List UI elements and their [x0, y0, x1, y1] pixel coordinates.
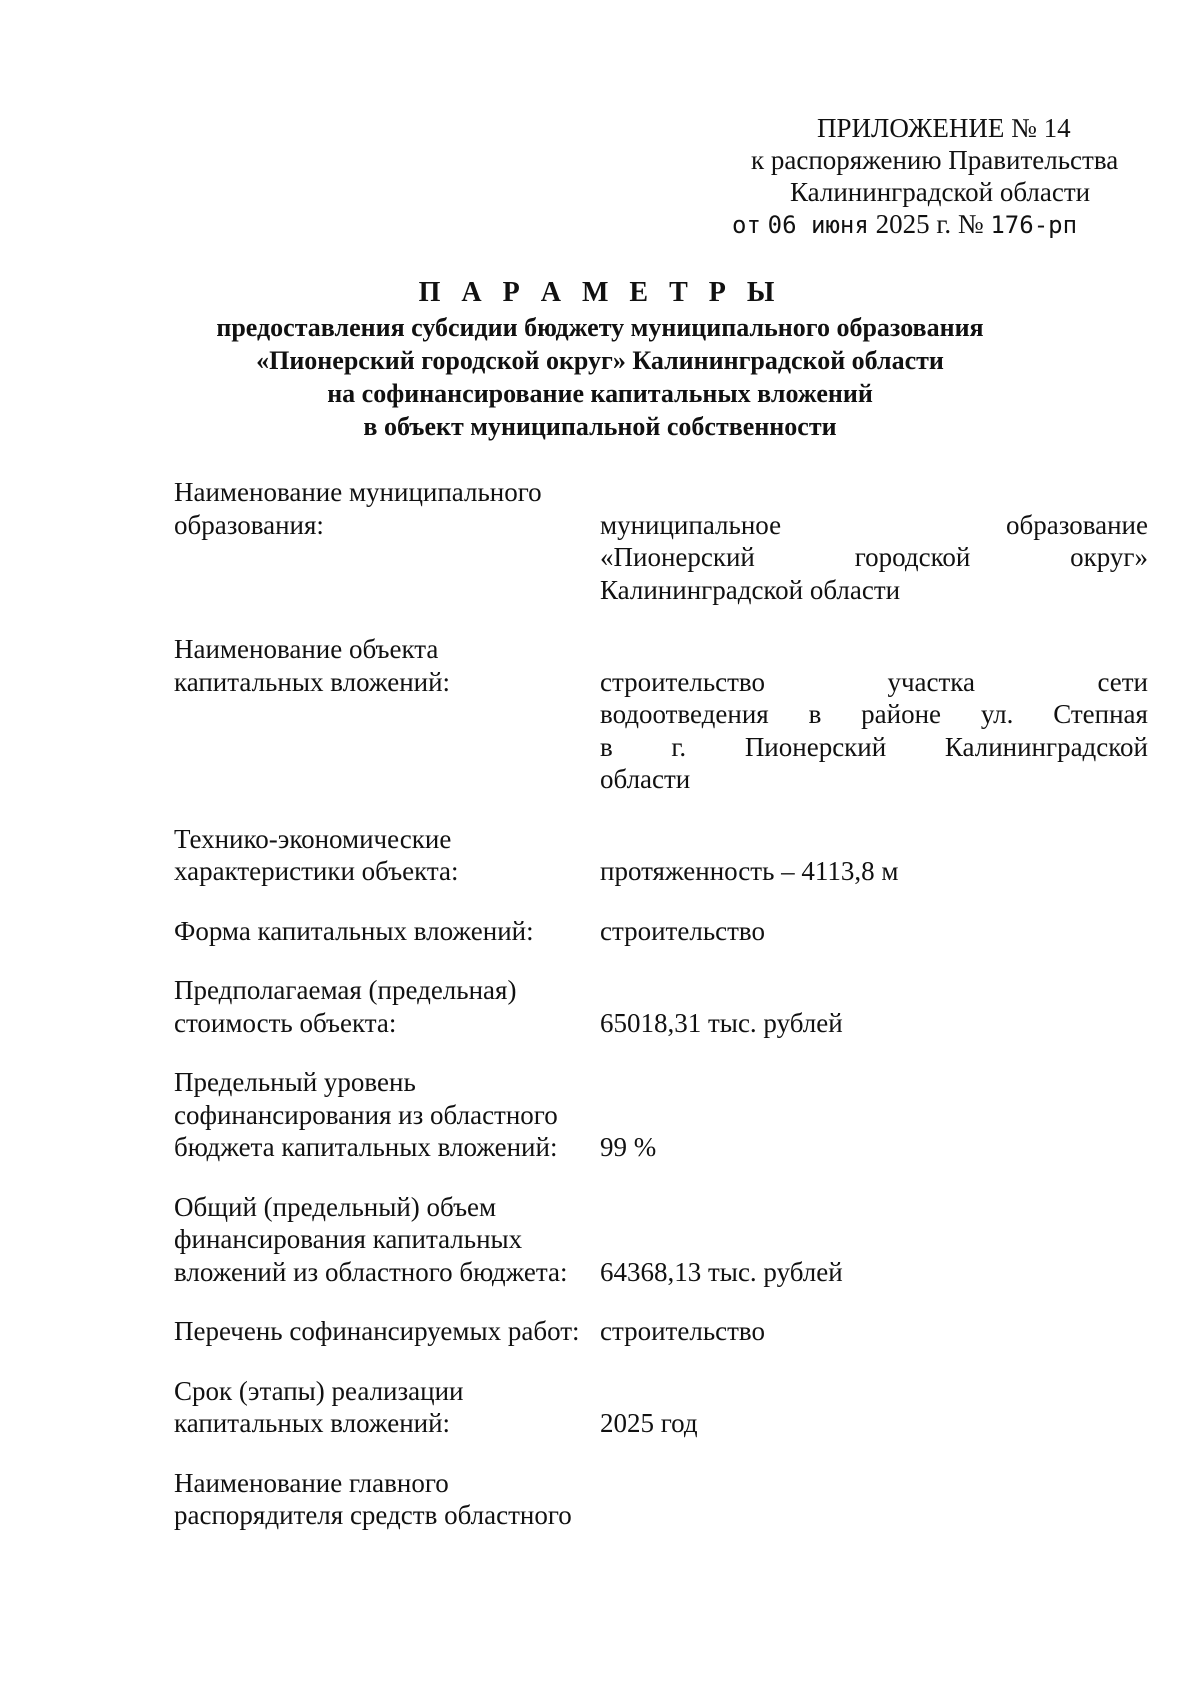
parameter-label-line: Технико-экономические: [174, 823, 452, 854]
parameter-label-line: распорядителя средств областного: [174, 1500, 572, 1530]
parameter-label-line: образования:: [174, 509, 324, 540]
parameter-row: [174, 974, 1148, 1039]
appendix-order-reference: к распоряжению Правительства: [751, 145, 1119, 175]
parameter-value-line: [600, 574, 1148, 607]
parameter-value-word: сети: [1097, 666, 1148, 697]
parameter-value-word: Пионерский: [744, 731, 887, 762]
parameter-label-line: вложений из областного бюджета:: [174, 1256, 568, 1287]
title-line: «Пионерский городской округ» Калининградской области: [256, 346, 944, 375]
parameter-value-line: [600, 1315, 1148, 1348]
title-line: в объект муниципальной собственности: [363, 412, 837, 441]
parameter-value-word: в: [808, 699, 822, 729]
parameter-value-word: 99 %: [600, 1132, 657, 1162]
parameter-value-word: округ»: [1070, 542, 1148, 572]
parameter-label-line: Наименование муниципального: [174, 477, 542, 507]
parameter-value-word: ул.: [980, 699, 1014, 729]
parameter-value-line: [600, 509, 1148, 542]
parameter-value-word: водоотведения: [600, 699, 769, 729]
parameter-value-line: [600, 855, 1148, 888]
parameter-label: [174, 1066, 600, 1164]
parameter-value-word: участка: [887, 666, 975, 697]
parameter-value-word: строительство: [600, 1316, 765, 1346]
parameter-value-line: [600, 763, 1148, 796]
title-line: предоставления субсидии бюджету муниципального образования: [216, 313, 984, 342]
parameter-value: [600, 1375, 1148, 1440]
parameter-label-line: капитальных вложений:: [174, 1408, 451, 1438]
parameter-label-line: Срок (этапы) реализации: [174, 1375, 464, 1406]
parameter-value-line: [600, 698, 1148, 731]
parameter-label-line: софинансирования из областного: [174, 1099, 558, 1130]
parameter-value-word: г.: [671, 731, 687, 762]
parameter-row: [174, 1375, 1148, 1440]
parameter-label-line: капитальных вложений:: [174, 666, 451, 697]
date-day-month: 06 июня: [767, 211, 869, 239]
appendix-number: ПРИЛОЖЕНИЕ № 14: [817, 113, 1071, 143]
parameter-row: [174, 476, 1148, 606]
parameter-value: [600, 823, 1148, 888]
parameter-value-word: строительство: [600, 666, 765, 697]
parameter-value-word: 2025 год: [600, 1408, 698, 1438]
parameter-value: [600, 633, 1148, 796]
order-number: 176-рп: [990, 211, 1078, 239]
parameter-value-word: 64368,13 тыс. рублей: [600, 1256, 843, 1287]
parameter-value-line: [600, 1407, 1148, 1440]
parameter-value: [600, 974, 1148, 1039]
parameter-value: [600, 1467, 1148, 1500]
parameter-value: [600, 1066, 1148, 1164]
parameter-row: [174, 1066, 1148, 1164]
parameter-row: [174, 1191, 1148, 1289]
title-line: на софинансирование капитальных вложений: [327, 379, 873, 408]
parameter-value-word: Степная: [1053, 699, 1148, 729]
parameter-label-line: Предельный уровень: [174, 1067, 416, 1097]
parameter-label: [174, 1375, 600, 1440]
parameter-label-line: финансирования капитальных: [174, 1224, 523, 1254]
parameter-label: [174, 823, 600, 888]
parameter-value-word: строительство: [600, 915, 765, 946]
document-title-block: [0, 276, 1200, 443]
parameter-value-word: образование: [1006, 509, 1148, 540]
date-prefix: от: [732, 211, 761, 239]
parameter-label-line: Форма капитальных вложений:: [174, 915, 534, 946]
parameter-row: [174, 633, 1148, 796]
parameter-label: [174, 974, 600, 1039]
parameter-label-line: стоимость объекта:: [174, 1007, 397, 1038]
parameter-row: [174, 1467, 1148, 1532]
parameter-row: [174, 1315, 1148, 1348]
parameter-label-line: Наименование главного: [174, 1467, 449, 1498]
parameter-value-word: Калининградской области: [600, 574, 901, 605]
parameter-value-line: [600, 1007, 1148, 1040]
parameter-value-word: «Пионерский: [600, 542, 755, 572]
parameter-label-line: Наименование объекта: [174, 634, 439, 664]
appendix-date-line: [732, 208, 1077, 241]
parameter-value-word: 65018,31 тыс. рублей: [600, 1007, 843, 1038]
parameters-list: [174, 476, 1148, 1532]
parameter-value-word: области: [600, 764, 691, 794]
parameter-label: [174, 1315, 600, 1348]
parameter-label-line: Общий (предельный) объем: [174, 1191, 497, 1222]
parameter-value-line: [600, 541, 1148, 574]
parameter-label-line: Перечень софинансируемых работ:: [174, 1316, 580, 1346]
parameter-value-line: [600, 1256, 1148, 1289]
parameter-label: [174, 1191, 600, 1289]
parameter-value-word: Калининградской: [944, 731, 1148, 762]
appendix-region: Калининградской области: [790, 177, 1091, 207]
parameter-value-word: муниципальное: [600, 509, 782, 540]
parameter-value-line: [600, 666, 1148, 699]
document-title: П А Р А М Е Т Р Ы: [418, 277, 782, 308]
parameter-row: [174, 823, 1148, 888]
parameter-label-line: Предполагаемая (предельная): [174, 975, 517, 1005]
parameter-label-line: бюджета капитальных вложений:: [174, 1132, 558, 1162]
parameter-value: [600, 1191, 1148, 1289]
parameter-row: [174, 915, 1148, 948]
parameter-value: [600, 476, 1148, 606]
parameter-value-word: районе: [861, 699, 942, 729]
parameter-label: [174, 633, 600, 698]
parameter-label: [174, 1467, 600, 1532]
parameter-value-line: [600, 915, 1148, 948]
parameter-label-line: характеристики объекта:: [174, 856, 459, 886]
parameter-value: [600, 1315, 1148, 1348]
parameter-value: [600, 915, 1148, 948]
parameter-value-word: городской: [854, 542, 971, 572]
parameter-value-line: [600, 731, 1148, 764]
parameter-value-word: протяженность – 4113,8 м: [600, 856, 899, 886]
date-year: 2025 г. №: [875, 209, 984, 239]
parameter-value-line: [600, 1131, 1148, 1164]
parameter-label: [174, 476, 600, 541]
parameter-label: [174, 915, 600, 948]
parameter-value-word: в: [600, 731, 613, 762]
